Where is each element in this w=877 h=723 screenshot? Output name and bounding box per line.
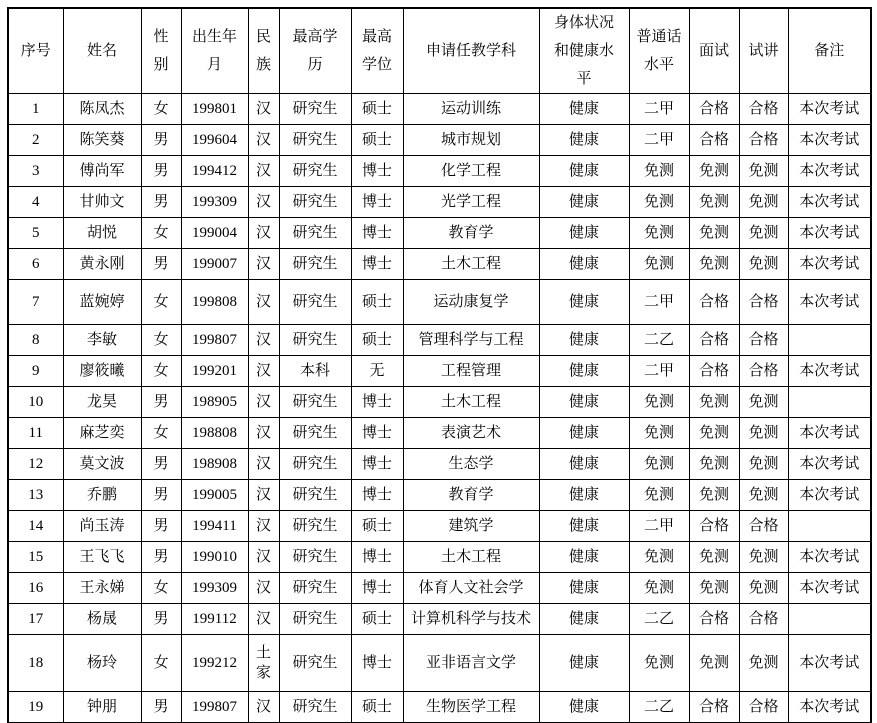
cell-index: 14 xyxy=(8,511,63,542)
cell-mandarin: 免测 xyxy=(629,480,689,511)
header-index: 序号 xyxy=(8,8,63,94)
cell-index: 13 xyxy=(8,480,63,511)
cell-health: 健康 xyxy=(539,156,629,187)
cell-education: 研究生 xyxy=(279,449,351,480)
cell-mandarin: 免测 xyxy=(629,187,689,218)
cell-health: 健康 xyxy=(539,187,629,218)
cell-education: 研究生 xyxy=(279,156,351,187)
cell-mandarin: 免测 xyxy=(629,418,689,449)
cell-lecture: 免测 xyxy=(739,449,788,480)
cell-degree: 硕士 xyxy=(351,511,403,542)
cell-index: 2 xyxy=(8,125,63,156)
cell-birth: 199309 xyxy=(181,187,248,218)
cell-remarks: 本次考试 xyxy=(788,356,871,387)
cell-lecture: 免测 xyxy=(739,480,788,511)
cell-index: 6 xyxy=(8,249,63,280)
cell-mandarin: 二乙 xyxy=(629,692,689,723)
header-degree: 最高学位 xyxy=(351,8,403,94)
cell-remarks: 本次考试 xyxy=(788,418,871,449)
cell-health: 健康 xyxy=(539,604,629,635)
cell-education: 本科 xyxy=(279,356,351,387)
cell-mandarin: 二乙 xyxy=(629,604,689,635)
table-body xyxy=(8,94,871,723)
cell-education: 研究生 xyxy=(279,325,351,356)
cell-mandarin: 二甲 xyxy=(629,511,689,542)
cell-subject: 运动康复学 xyxy=(403,280,539,325)
cell-birth: 198905 xyxy=(181,387,248,418)
header-education: 最高学历 xyxy=(279,8,351,94)
cell-remarks: 本次考试 xyxy=(788,480,871,511)
header-lecture: 试讲 xyxy=(739,8,788,94)
cell-interview: 免测 xyxy=(689,218,739,249)
cell-index: 12 xyxy=(8,449,63,480)
table-row xyxy=(8,511,871,542)
cell-degree: 博士 xyxy=(351,187,403,218)
cell-ethnicity: 汉 xyxy=(248,511,279,542)
header-row xyxy=(8,8,871,94)
header-name: 姓名 xyxy=(63,8,141,94)
cell-index: 15 xyxy=(8,542,63,573)
cell-birth: 199801 xyxy=(181,94,248,125)
cell-ethnicity: 汉 xyxy=(248,187,279,218)
cell-gender: 男 xyxy=(141,125,181,156)
cell-lecture: 合格 xyxy=(739,511,788,542)
cell-remarks xyxy=(788,511,871,542)
cell-education: 研究生 xyxy=(279,418,351,449)
cell-degree: 硕士 xyxy=(351,280,403,325)
cell-name: 陈笑葵 xyxy=(63,125,141,156)
cell-interview: 合格 xyxy=(689,356,739,387)
cell-education: 研究生 xyxy=(279,604,351,635)
cell-gender: 男 xyxy=(141,449,181,480)
cell-name: 尚玉涛 xyxy=(63,511,141,542)
cell-remarks xyxy=(788,387,871,418)
cell-gender: 女 xyxy=(141,418,181,449)
cell-degree: 硕士 xyxy=(351,325,403,356)
cell-lecture: 免测 xyxy=(739,387,788,418)
table-row xyxy=(8,249,871,280)
cell-education: 研究生 xyxy=(279,635,351,692)
cell-remarks: 本次考试 xyxy=(788,449,871,480)
cell-gender: 男 xyxy=(141,156,181,187)
cell-health: 健康 xyxy=(539,449,629,480)
cell-health: 健康 xyxy=(539,280,629,325)
cell-birth: 199808 xyxy=(181,280,248,325)
cell-name: 胡悦 xyxy=(63,218,141,249)
cell-birth: 198908 xyxy=(181,449,248,480)
cell-mandarin: 免测 xyxy=(629,249,689,280)
cell-subject: 亚非语言文学 xyxy=(403,635,539,692)
cell-gender: 男 xyxy=(141,387,181,418)
cell-remarks: 本次考试 xyxy=(788,635,871,692)
cell-lecture: 合格 xyxy=(739,356,788,387)
cell-mandarin: 免测 xyxy=(629,635,689,692)
table-row xyxy=(8,604,871,635)
cell-lecture: 免测 xyxy=(739,573,788,604)
cell-education: 研究生 xyxy=(279,692,351,723)
cell-birth: 199007 xyxy=(181,249,248,280)
cell-birth: 199412 xyxy=(181,156,248,187)
cell-ethnicity: 汉 xyxy=(248,542,279,573)
cell-interview: 免测 xyxy=(689,542,739,573)
cell-education: 研究生 xyxy=(279,218,351,249)
table-row xyxy=(8,156,871,187)
table-row xyxy=(8,280,871,325)
header-health: 身体状况和健康水平 xyxy=(539,8,629,94)
table-row xyxy=(8,387,871,418)
cell-education: 研究生 xyxy=(279,125,351,156)
cell-lecture: 合格 xyxy=(739,280,788,325)
table-row xyxy=(8,325,871,356)
cell-education: 研究生 xyxy=(279,480,351,511)
cell-ethnicity: 汉 xyxy=(248,387,279,418)
cell-education: 研究生 xyxy=(279,573,351,604)
cell-degree: 博士 xyxy=(351,387,403,418)
cell-index: 17 xyxy=(8,604,63,635)
cell-ethnicity: 汉 xyxy=(248,156,279,187)
cell-education: 研究生 xyxy=(279,387,351,418)
cell-lecture: 免测 xyxy=(739,635,788,692)
cell-birth: 199212 xyxy=(181,635,248,692)
table-row xyxy=(8,356,871,387)
cell-degree: 博士 xyxy=(351,218,403,249)
cell-ethnicity: 汉 xyxy=(248,692,279,723)
cell-remarks: 本次考试 xyxy=(788,125,871,156)
cell-index: 9 xyxy=(8,356,63,387)
table-row xyxy=(8,542,871,573)
cell-health: 健康 xyxy=(539,325,629,356)
cell-health: 健康 xyxy=(539,125,629,156)
cell-health: 健康 xyxy=(539,511,629,542)
cell-name: 王永娣 xyxy=(63,573,141,604)
cell-gender: 男 xyxy=(141,511,181,542)
cell-index: 18 xyxy=(8,635,63,692)
table-row xyxy=(8,94,871,125)
cell-mandarin: 免测 xyxy=(629,387,689,418)
cell-name: 麻芝奕 xyxy=(63,418,141,449)
cell-ethnicity: 汉 xyxy=(248,449,279,480)
cell-name: 李敏 xyxy=(63,325,141,356)
applicant-roster-table xyxy=(7,7,872,723)
cell-mandarin: 二甲 xyxy=(629,356,689,387)
cell-mandarin: 二甲 xyxy=(629,94,689,125)
cell-remarks: 本次考试 xyxy=(788,692,871,723)
cell-lecture: 合格 xyxy=(739,325,788,356)
cell-mandarin: 免测 xyxy=(629,573,689,604)
cell-remarks: 本次考试 xyxy=(788,249,871,280)
cell-gender: 女 xyxy=(141,218,181,249)
cell-interview: 合格 xyxy=(689,125,739,156)
cell-interview: 合格 xyxy=(689,692,739,723)
cell-ethnicity: 土家 xyxy=(248,635,279,692)
cell-interview: 免测 xyxy=(689,387,739,418)
cell-index: 1 xyxy=(8,94,63,125)
cell-ethnicity: 汉 xyxy=(248,94,279,125)
cell-name: 黄永刚 xyxy=(63,249,141,280)
cell-mandarin: 免测 xyxy=(629,156,689,187)
cell-index: 8 xyxy=(8,325,63,356)
cell-birth: 198808 xyxy=(181,418,248,449)
cell-index: 5 xyxy=(8,218,63,249)
cell-subject: 土木工程 xyxy=(403,249,539,280)
cell-subject: 体育人文社会学 xyxy=(403,573,539,604)
cell-ethnicity: 汉 xyxy=(248,356,279,387)
cell-mandarin: 免测 xyxy=(629,449,689,480)
cell-subject: 土木工程 xyxy=(403,387,539,418)
cell-subject: 城市规划 xyxy=(403,125,539,156)
cell-gender: 男 xyxy=(141,604,181,635)
cell-name: 杨玲 xyxy=(63,635,141,692)
cell-degree: 博士 xyxy=(351,249,403,280)
cell-gender: 男 xyxy=(141,187,181,218)
cell-health: 健康 xyxy=(539,480,629,511)
cell-gender: 男 xyxy=(141,542,181,573)
cell-index: 3 xyxy=(8,156,63,187)
cell-remarks: 本次考试 xyxy=(788,542,871,573)
cell-name: 廖筱曦 xyxy=(63,356,141,387)
cell-remarks: 本次考试 xyxy=(788,94,871,125)
header-ethnicity: 民族 xyxy=(248,8,279,94)
cell-gender: 女 xyxy=(141,573,181,604)
cell-health: 健康 xyxy=(539,635,629,692)
cell-interview: 免测 xyxy=(689,156,739,187)
cell-birth: 199112 xyxy=(181,604,248,635)
cell-birth: 199807 xyxy=(181,692,248,723)
table-row xyxy=(8,187,871,218)
cell-index: 10 xyxy=(8,387,63,418)
table-row xyxy=(8,418,871,449)
cell-lecture: 免测 xyxy=(739,218,788,249)
cell-lecture: 合格 xyxy=(739,692,788,723)
cell-subject: 化学工程 xyxy=(403,156,539,187)
cell-lecture: 免测 xyxy=(739,542,788,573)
cell-education: 研究生 xyxy=(279,511,351,542)
cell-education: 研究生 xyxy=(279,94,351,125)
cell-birth: 199411 xyxy=(181,511,248,542)
cell-education: 研究生 xyxy=(279,187,351,218)
table-row xyxy=(8,480,871,511)
cell-interview: 免测 xyxy=(689,418,739,449)
cell-birth: 199807 xyxy=(181,325,248,356)
cell-interview: 免测 xyxy=(689,187,739,218)
cell-health: 健康 xyxy=(539,692,629,723)
cell-interview: 免测 xyxy=(689,449,739,480)
cell-subject: 教育学 xyxy=(403,480,539,511)
cell-index: 7 xyxy=(8,280,63,325)
cell-lecture: 免测 xyxy=(739,418,788,449)
cell-birth: 199010 xyxy=(181,542,248,573)
cell-degree: 博士 xyxy=(351,635,403,692)
cell-mandarin: 二甲 xyxy=(629,125,689,156)
cell-gender: 女 xyxy=(141,94,181,125)
cell-gender: 女 xyxy=(141,635,181,692)
cell-interview: 合格 xyxy=(689,325,739,356)
cell-birth: 199005 xyxy=(181,480,248,511)
cell-degree: 博士 xyxy=(351,156,403,187)
cell-degree: 硕士 xyxy=(351,94,403,125)
cell-ethnicity: 汉 xyxy=(248,218,279,249)
cell-subject: 生态学 xyxy=(403,449,539,480)
cell-degree: 博士 xyxy=(351,480,403,511)
cell-gender: 女 xyxy=(141,325,181,356)
cell-gender: 男 xyxy=(141,692,181,723)
cell-health: 健康 xyxy=(539,356,629,387)
cell-education: 研究生 xyxy=(279,249,351,280)
cell-interview: 合格 xyxy=(689,511,739,542)
cell-name: 陈凤杰 xyxy=(63,94,141,125)
cell-birth: 199309 xyxy=(181,573,248,604)
cell-health: 健康 xyxy=(539,249,629,280)
table-row xyxy=(8,573,871,604)
table-row xyxy=(8,218,871,249)
cell-birth: 199604 xyxy=(181,125,248,156)
cell-mandarin: 免测 xyxy=(629,542,689,573)
cell-name: 莫文波 xyxy=(63,449,141,480)
cell-gender: 女 xyxy=(141,280,181,325)
cell-subject: 光学工程 xyxy=(403,187,539,218)
cell-degree: 博士 xyxy=(351,418,403,449)
cell-health: 健康 xyxy=(539,387,629,418)
cell-health: 健康 xyxy=(539,94,629,125)
table-row xyxy=(8,635,871,692)
cell-subject: 管理科学与工程 xyxy=(403,325,539,356)
cell-interview: 免测 xyxy=(689,635,739,692)
cell-subject: 计算机科学与技术 xyxy=(403,604,539,635)
cell-lecture: 合格 xyxy=(739,125,788,156)
table-row xyxy=(8,449,871,480)
cell-remarks xyxy=(788,604,871,635)
cell-name: 傅尚军 xyxy=(63,156,141,187)
cell-gender: 男 xyxy=(141,249,181,280)
cell-interview: 免测 xyxy=(689,249,739,280)
cell-index: 4 xyxy=(8,187,63,218)
cell-lecture: 免测 xyxy=(739,187,788,218)
cell-interview: 免测 xyxy=(689,573,739,604)
cell-lecture: 合格 xyxy=(739,604,788,635)
header-mandarin: 普通话水平 xyxy=(629,8,689,94)
cell-subject: 表演艺术 xyxy=(403,418,539,449)
cell-remarks: 本次考试 xyxy=(788,280,871,325)
cell-lecture: 免测 xyxy=(739,249,788,280)
cell-degree: 无 xyxy=(351,356,403,387)
cell-interview: 合格 xyxy=(689,94,739,125)
cell-degree: 博士 xyxy=(351,542,403,573)
cell-degree: 博士 xyxy=(351,573,403,604)
cell-health: 健康 xyxy=(539,542,629,573)
table-header xyxy=(8,8,871,94)
cell-health: 健康 xyxy=(539,418,629,449)
cell-ethnicity: 汉 xyxy=(248,418,279,449)
cell-subject: 土木工程 xyxy=(403,542,539,573)
cell-health: 健康 xyxy=(539,573,629,604)
cell-mandarin: 二乙 xyxy=(629,325,689,356)
cell-birth: 199201 xyxy=(181,356,248,387)
header-birth: 出生年月 xyxy=(181,8,248,94)
cell-subject: 生物医学工程 xyxy=(403,692,539,723)
cell-remarks: 本次考试 xyxy=(788,573,871,604)
cell-name: 蓝婉婷 xyxy=(63,280,141,325)
cell-ethnicity: 汉 xyxy=(248,125,279,156)
cell-subject: 建筑学 xyxy=(403,511,539,542)
cell-education: 研究生 xyxy=(279,280,351,325)
cell-degree: 硕士 xyxy=(351,125,403,156)
cell-degree: 博士 xyxy=(351,449,403,480)
cell-gender: 女 xyxy=(141,356,181,387)
cell-name: 杨晟 xyxy=(63,604,141,635)
header-interview: 面试 xyxy=(689,8,739,94)
cell-index: 16 xyxy=(8,573,63,604)
cell-remarks xyxy=(788,325,871,356)
cell-mandarin: 二甲 xyxy=(629,280,689,325)
cell-interview: 合格 xyxy=(689,604,739,635)
cell-name: 王飞飞 xyxy=(63,542,141,573)
cell-gender: 男 xyxy=(141,480,181,511)
cell-subject: 教育学 xyxy=(403,218,539,249)
cell-ethnicity: 汉 xyxy=(248,280,279,325)
cell-education: 研究生 xyxy=(279,542,351,573)
cell-ethnicity: 汉 xyxy=(248,249,279,280)
cell-lecture: 免测 xyxy=(739,156,788,187)
cell-health: 健康 xyxy=(539,218,629,249)
cell-name: 钟朋 xyxy=(63,692,141,723)
cell-remarks: 本次考试 xyxy=(788,156,871,187)
cell-subject: 运动训练 xyxy=(403,94,539,125)
cell-interview: 合格 xyxy=(689,280,739,325)
cell-index: 19 xyxy=(8,692,63,723)
table-row xyxy=(8,125,871,156)
cell-name: 乔鹏 xyxy=(63,480,141,511)
cell-name: 龙昊 xyxy=(63,387,141,418)
cell-remarks: 本次考试 xyxy=(788,218,871,249)
cell-ethnicity: 汉 xyxy=(248,480,279,511)
header-remarks: 备注 xyxy=(788,8,871,94)
cell-degree: 硕士 xyxy=(351,604,403,635)
cell-ethnicity: 汉 xyxy=(248,573,279,604)
cell-birth: 199004 xyxy=(181,218,248,249)
cell-lecture: 合格 xyxy=(739,94,788,125)
header-gender: 性别 xyxy=(141,8,181,94)
cell-ethnicity: 汉 xyxy=(248,325,279,356)
cell-subject: 工程管理 xyxy=(403,356,539,387)
cell-remarks: 本次考试 xyxy=(788,187,871,218)
table-row xyxy=(8,692,871,723)
cell-index: 11 xyxy=(8,418,63,449)
header-subject: 申请任教学科 xyxy=(403,8,539,94)
cell-degree: 硕士 xyxy=(351,692,403,723)
cell-name: 甘帅文 xyxy=(63,187,141,218)
cell-interview: 免测 xyxy=(689,480,739,511)
cell-mandarin: 免测 xyxy=(629,218,689,249)
cell-ethnicity: 汉 xyxy=(248,604,279,635)
